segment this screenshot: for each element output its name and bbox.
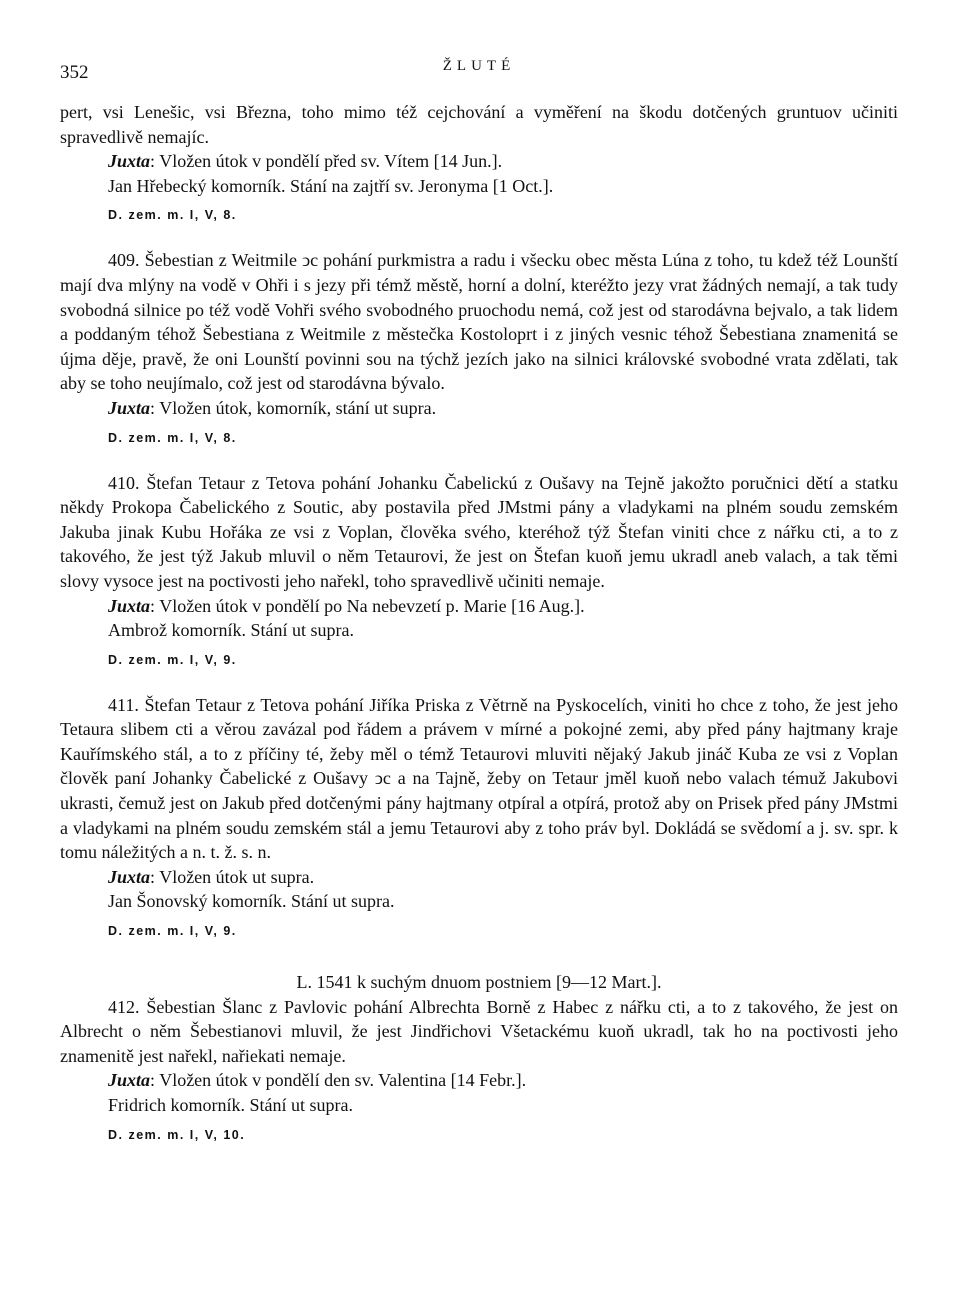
source-reference: D. zem. m. I, V, 8. xyxy=(108,208,237,223)
juxta-text: : Vložen útok, komorník, stání ut supra. xyxy=(150,397,437,418)
body-text xyxy=(60,100,898,1146)
entry-410 xyxy=(60,471,898,671)
juxta-text: : Vložen útok v pondělí po Na nebevzetí p. Marie [16 Aug.]. xyxy=(150,595,585,616)
juxta-label: Juxta xyxy=(108,595,151,616)
entry-409 xyxy=(60,248,898,448)
juxta-text: : Vložen útok v pondělí den sv. Valentina [14 Febr.]. xyxy=(150,1070,527,1091)
source-reference: D. zem. m. I, V, 9. xyxy=(108,652,237,667)
entry-text: 410. Štefan Tetaur z Tetova pohání Johanku Čabelickú z Oušavy na Tejně jakožto poručnici dětí a statku někdy Prokopa Čabelického z Soutic, aby postavila před JMstmi pány a vladykami na plném soudu zemském Jakuba jinak Kubu Hořáka ze vsi z Voplan, člověka svého, kteréhož týž Štefan viniti chce z nářku cti, a to z takového, že jest týž Jakub mluvil o něm Tetaurovi, že jest on Štefan kuoň jemu ukradl aneb valach, a tak těmi slovy vysoce jest na poctivosti jeho nařekl, toho spravedlivě učiniti nemaje. xyxy=(60,472,898,591)
entry-411 xyxy=(60,693,898,942)
juxta-note xyxy=(108,865,898,890)
source-reference: D. zem. m. I, V, 10. xyxy=(108,1127,246,1142)
section-heading: L. 1541 k suchým dnuom postniem [9—12 Mart.]. xyxy=(296,972,662,993)
entry-text: pert, vsi Lenešic, vsi Března, toho mimo též cejchování a vyměření na škodu dotčených gruntuov učiniti spravedlivě nemajíc. xyxy=(60,102,898,147)
juxta-note xyxy=(108,594,898,619)
komornik-note: Fridrich komorník. Stání ut supra. xyxy=(108,1095,353,1115)
entry-text: 411. Štefan Tetaur z Tetova pohání Jiříka Priska z Větrně na Pyskocelích, viniti ho chce z toho, že jest jeho Tetaura slibem cti a věrou zavázal pod řádem a právem v mírné a pokojné zemi, aby před pány hajtmany kraje Kauřímského stál, a to z příčiny té, žeby měl o témž Tetaurovi mluviti nějaký Jakub jináč Kuba ze vsi z Voplan člověk paní Johanky Čabelické z Oušavy ↄc a na Tajně, žeby on Tetaur jměl kuoň nebo valach témuž Jakubovi ukrasti, čemuž jest on Jakub před dotčenými pány hajtmany otpíral a otpírá, protož aby on Prisek před pány JMstmi a vladykami na plném soudu zemském stál a jemu Tetaurovi aby z toho práv byl. Dokládá se svědomí a j. sv. spr. k tomu náležitých a n. t. ž. s. n. xyxy=(60,694,898,863)
komornik-note: Jan Hřebecký komorník. Stání na zajtří sv. Jeronyma [1 Oct.]. xyxy=(108,175,554,196)
juxta-note xyxy=(108,1068,898,1093)
running-head: ŽLUTÉ xyxy=(442,58,516,74)
juxta-text: : Vložen útok ut supra. xyxy=(150,866,315,887)
source-reference: D. zem. m. I, V, 9. xyxy=(108,924,237,939)
entry-text: 412. Šebestian Šlanc z Pavlovic pohání Albrechta Borně z Habec z nářku cti, a to z takového, že jest on Albrecht o něm Šebestianovi mluvil, že jest Jindřichovi Všetackému kuoň ukradl, tak ho na poctivosti jeho znamenitě jest nařekl, nařiekati nemaje. xyxy=(60,996,898,1066)
entry-text: 409. Šebestian z Weitmile ↄc pohání purkmistra a radu i všecku obec města Lúna z toho, tu kdež též Lounští mají dva mlýny na vodě v Ohři i s jezy při témž městě, horní a dolní, kteréžto jezy vrat žádných nemají, a tak tudy svobodná silnice po též vodě Vohři svého svobodného pruochodu nemá, což jest od starodávna bejvalo, a tak lidem a poddaným téhož Šebestiana z Weitmile z městečka Kostoloprt i z jiných vesnic téhož Šebestiana znamenitá se újma děje, pravě, že oni Lounští povinni sou na týchž jezích jako na silnici královské svobodné vrata zdělati, tak aby se toho neujímalo, což jest od starodávna bývalo. xyxy=(60,250,898,394)
juxta-note xyxy=(108,396,898,421)
juxta-label: Juxta xyxy=(108,397,151,418)
page-number: 352 xyxy=(60,62,89,83)
juxta-text: : Vložen útok v pondělí před sv. Vítem [14 Jun.]. xyxy=(150,151,503,172)
document-page xyxy=(60,52,898,1146)
lead-entry xyxy=(60,100,898,226)
komornik-note: Ambrož komorník. Stání ut supra. xyxy=(108,620,354,641)
juxta-label: Juxta xyxy=(108,866,151,887)
juxta-label: Juxta xyxy=(108,151,151,172)
entry-412 xyxy=(60,995,898,1146)
page-header xyxy=(60,52,898,82)
juxta-note xyxy=(108,149,898,174)
komornik-note: Jan Šonovský komorník. Stání ut supra. xyxy=(108,891,395,912)
juxta-label: Juxta xyxy=(108,1070,151,1091)
source-reference: D. zem. m. I, V, 8. xyxy=(108,430,237,445)
